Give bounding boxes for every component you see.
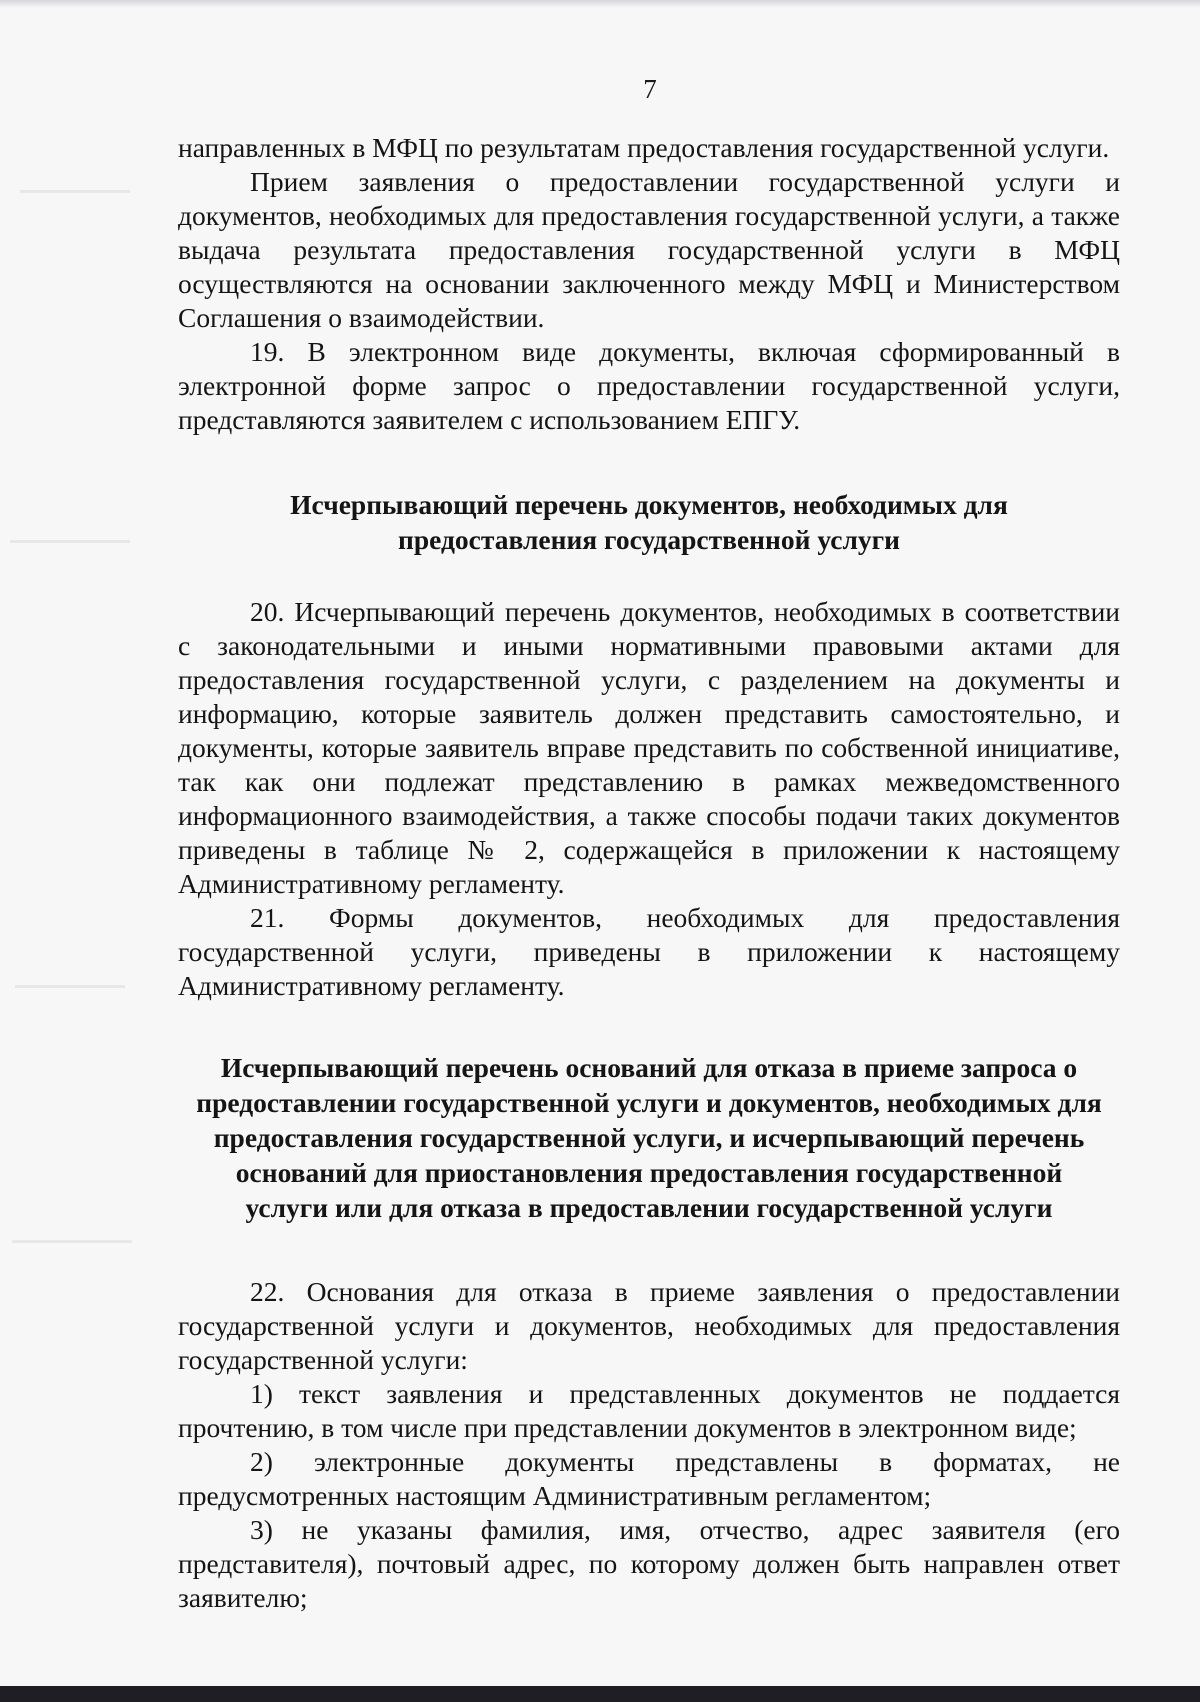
paragraph-19-electronic-documents: 19. В электронном виде документы, включая сформированный в электронной форме запрос о предоставлении государственной услуги, представляются заявителем с использованием ЕПГУ.	[178, 336, 1120, 435]
heading-line: услуги или для отказа в предоставлении государственной услуги	[245, 1192, 1053, 1223]
list-item-2-wrong-format: 2) электронные документы представлены в форматах, не предусмотренных настоящим Административным регламентом;	[178, 1446, 1120, 1511]
heading-line: предоставлении государственной услуги и документов, необходимых для	[196, 1087, 1102, 1118]
heading-line: предоставления государственной услуги	[398, 524, 900, 555]
paragraph-20-documents-list: 20. Исчерпывающий перечень документов, необходимых в соответствии с законодательными и иными нормативными правовыми актами для предоставления государственной услуги, с разделением на документы и информацию, которые заявитель должен представить самостоятельно, и документы, которые заявитель вправе представить по собственной инициативе, так как они подлежат представлению в рамках межведомственного информационного взаимодействия, а также способы подачи таких документов приведены в таблице № 2, содержащейся в приложении к настоящему Административному регламенту.	[178, 596, 1120, 899]
scan-artifact	[10, 540, 130, 543]
paragraph-22-refusal-grounds: 22. Основания для отказа в приеме заявления о предоставлении государственной услуги и документов, необходимых для предоставления государственной услуги:	[178, 1276, 1120, 1375]
paragraph-21-document-forms: 21. Формы документов, необходимых для предоставления государственной услуги, приведены в приложении к настоящему Административному регламенту.	[178, 902, 1120, 1001]
scan-artifact	[20, 190, 130, 193]
scan-top-shadow	[0, 0, 1200, 8]
list-item-3-missing-details: 3) не указаны фамилия, имя, отчество, адрес заявителя (его представителя), почтовый адрес, по которому должен быть направлен ответ заявителю;	[178, 1514, 1120, 1613]
section-heading-refusal-grounds	[178, 1050, 1120, 1225]
scan-artifact	[12, 1240, 132, 1243]
paragraph-mfc-agreement: Прием заявления о предоставлении государственной услуги и документов, необходимых для предоставления государственной услуги, а также выдача результата предоставления государственной услуги в МФЦ осуществляются на основании заключенного между МФЦ и Министерством Соглашения о взаимодействии.	[178, 166, 1120, 333]
scan-artifact	[15, 985, 125, 988]
heading-line: предоставления государственной услуги, и исчерпывающий перечень	[213, 1122, 1085, 1153]
heading-line: Исчерпывающий перечень документов, необходимых для	[290, 489, 1008, 520]
page-number: 7	[643, 74, 657, 104]
document-body	[178, 131, 1120, 1615]
scan-bottom-edge	[0, 1686, 1200, 1702]
section-heading-documents-list	[178, 487, 1120, 557]
heading-line: Исчерпывающий перечень оснований для отказа в приеме запроса о	[220, 1052, 1078, 1083]
paragraph-mfc-results: направленных в МФЦ по результатам предоставления государственной услуги.	[178, 132, 1110, 163]
list-item-1-unreadable-text: 1) текст заявления и представленных документов не поддается прочтению, в том числе при представлении документов в электронном виде;	[178, 1378, 1120, 1443]
heading-line: оснований для приостановления предоставления государственной	[235, 1157, 1063, 1188]
